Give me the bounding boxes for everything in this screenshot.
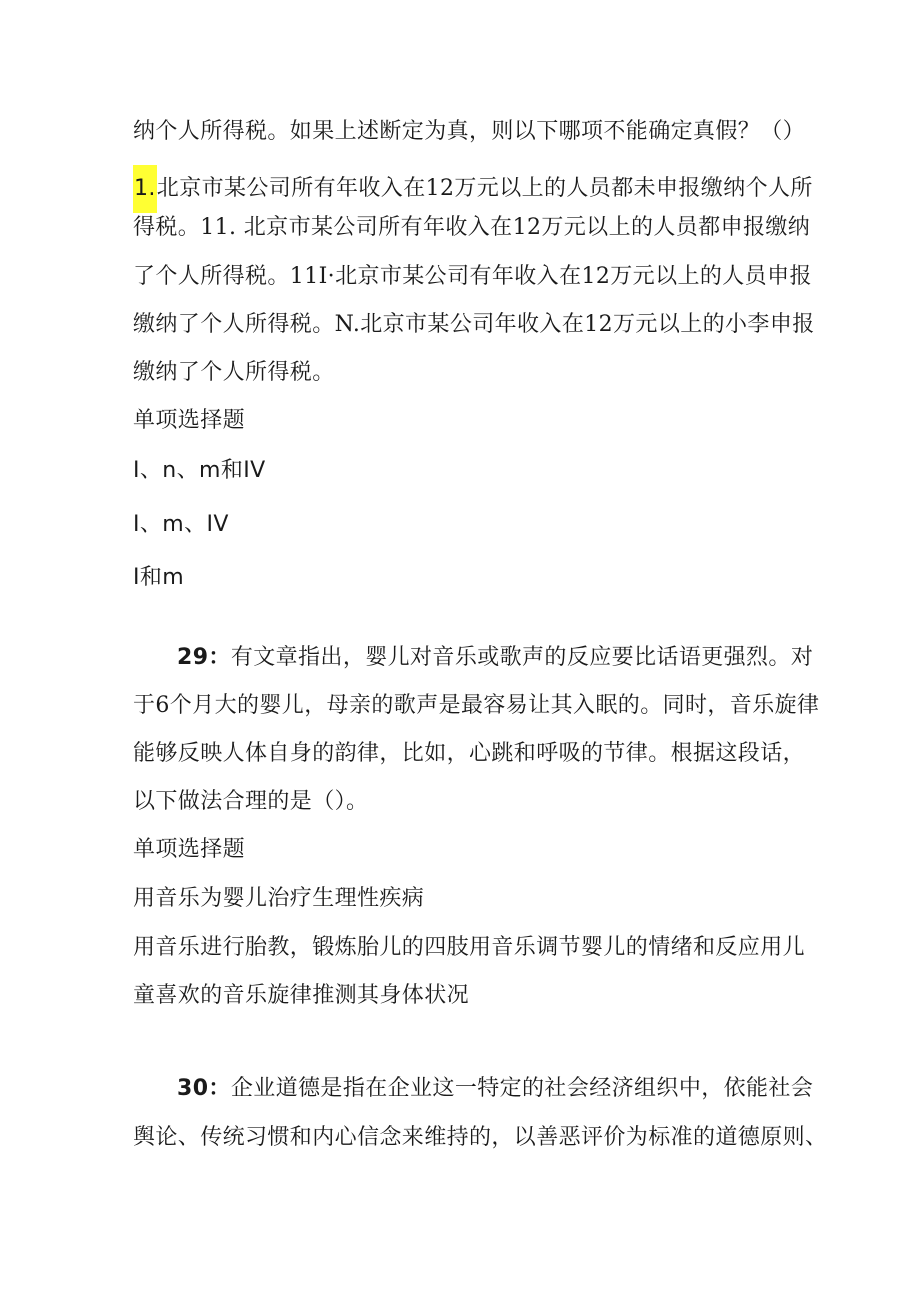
q28-item-line-1: [133, 165, 813, 213]
q28-item-line-5: 缴纳了个人所得税。: [133, 360, 335, 385]
q28-item-line-2: 得税。11. 北京市某公司所有年收入在12万元以上的人员都申报缴纳: [133, 215, 811, 240]
q29-question-type: 单项选择题: [133, 837, 246, 862]
q29-option-2-line-1: 用音乐进行胎教，锻炼胎儿的四肢用音乐调节婴儿的情绪和反应用儿: [133, 935, 806, 960]
highlighted-item-marker: 1.: [133, 165, 157, 213]
q28-item-line-4: 缴纳了个人所得税。N.北京市某公司年收入在12万元以上的小李申报: [133, 312, 815, 337]
q30-line-1: [177, 1074, 813, 1104]
q30-line-2: 舆论、传统习惯和内心信念来维持的，以善恶评价为标准的道德原则、: [133, 1125, 828, 1150]
q28-option-3: I和m: [133, 565, 185, 590]
q28-question-type: 单项选择题: [133, 408, 246, 433]
q30-number: 30：: [177, 1076, 231, 1101]
q29-line-4: 以下做法合理的是（）。: [133, 789, 369, 814]
q29-line-2: 于6个月大的婴儿，母亲的歌声是最容易让其入眠的。同时，音乐旋律: [133, 693, 820, 718]
q28-stem-tail: 纳个人所得税。如果上述断定为真，则以下哪项不能确定真假？（）: [133, 119, 806, 144]
q28-option-1: I、n、m和IV: [133, 458, 266, 483]
q29-number: 29：: [177, 645, 231, 670]
q29-line-1: [177, 643, 813, 673]
q30-stem-start: 企业道德是指在企业这一特定的社会经济组织中，依能社会: [230, 1076, 814, 1101]
q29-option-2-line-2: 童喜欢的音乐旋律推测其身体状况: [133, 983, 470, 1008]
q29-line-3: 能够反映人体自身的韵律，比如，心跳和呼吸的节律。根据这段话，: [133, 741, 806, 766]
q29-option-1: 用音乐为婴儿治疗生理性疾病: [133, 886, 425, 911]
q28-option-2: I、m、IV: [133, 512, 229, 537]
q28-item-line-3: 了个人所得税。11I·北京市某公司有年收入在12万元以上的人员申报: [133, 264, 812, 289]
q28-item-i-text: 北京市某公司所有年收入在12万元以上的人员都未申报缴纳个人所: [156, 176, 813, 201]
q29-stem-start: 有文章指出，婴儿对音乐或歌声的反应要比话语更强烈。对: [230, 645, 814, 670]
